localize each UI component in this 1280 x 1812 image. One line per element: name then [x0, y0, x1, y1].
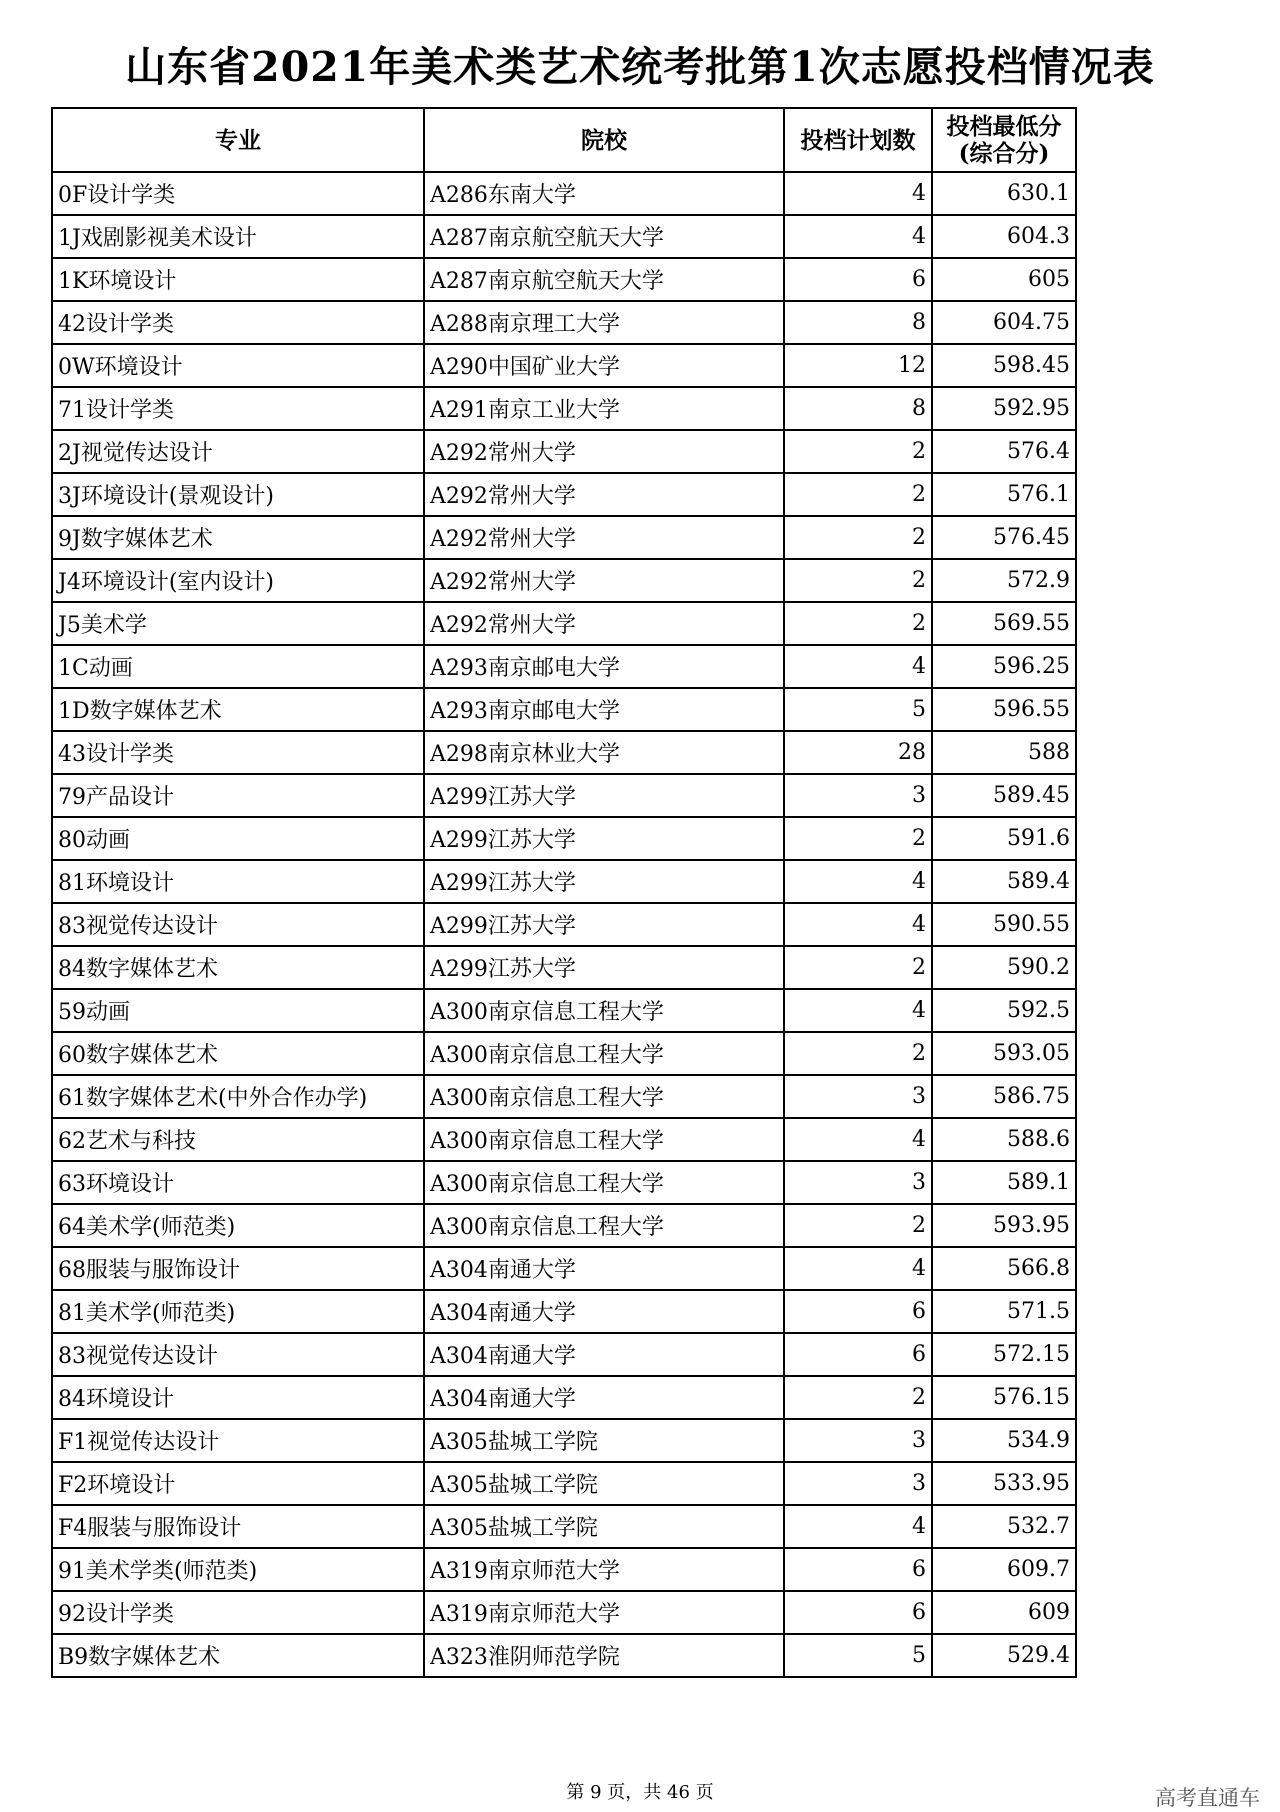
min-score-cell: 533.95	[932, 1462, 1076, 1505]
min-score-cell: 589.45	[932, 774, 1076, 817]
min-score-cell: 571.5	[932, 1290, 1076, 1333]
major-cell: F2环境设计	[52, 1462, 424, 1505]
major-cell: 83视觉传达设计	[52, 903, 424, 946]
major-cell: 42设计学类	[52, 301, 424, 344]
major-cell: 0F设计学类	[52, 172, 424, 215]
min-score-cell: 576.15	[932, 1376, 1076, 1419]
min-score-cell: 534.9	[932, 1419, 1076, 1462]
min-score-cell: 529.4	[932, 1634, 1076, 1677]
school-cell: A288南京理工大学	[424, 301, 784, 344]
school-cell: A304南通大学	[424, 1376, 784, 1419]
plan-count-cell: 2	[784, 1204, 932, 1247]
major-cell: 83视觉传达设计	[52, 1333, 424, 1376]
plan-count-cell: 2	[784, 430, 932, 473]
table-row	[52, 215, 1076, 258]
table-row	[52, 344, 1076, 387]
school-cell: A299江苏大学	[424, 774, 784, 817]
table-row	[52, 1591, 1076, 1634]
major-cell: 1D数字媒体艺术	[52, 688, 424, 731]
plan-count-cell: 4	[784, 645, 932, 688]
school-cell: A300南京信息工程大学	[424, 1075, 784, 1118]
plan-count-cell: 4	[784, 860, 932, 903]
table-row	[52, 1462, 1076, 1505]
school-cell: A305盐城工学院	[424, 1462, 784, 1505]
major-cell: 84环境设计	[52, 1376, 424, 1419]
table-row	[52, 602, 1076, 645]
major-cell: 62艺术与科技	[52, 1118, 424, 1161]
school-cell: A305盐城工学院	[424, 1505, 784, 1548]
school-cell: A292常州大学	[424, 602, 784, 645]
major-cell: 1K环境设计	[52, 258, 424, 301]
table-row	[52, 1075, 1076, 1118]
min-score-cell: 591.6	[932, 817, 1076, 860]
plan-count-cell: 8	[784, 301, 932, 344]
min-score-cell: 586.75	[932, 1075, 1076, 1118]
header-min-score: 投档最低分 (综合分)	[932, 108, 1076, 172]
school-cell: A298南京林业大学	[424, 731, 784, 774]
school-cell: A305盐城工学院	[424, 1419, 784, 1462]
school-cell: A319南京师范大学	[424, 1591, 784, 1634]
school-cell: A292常州大学	[424, 559, 784, 602]
min-score-cell: 593.05	[932, 1032, 1076, 1075]
table-row	[52, 1548, 1076, 1591]
plan-count-cell: 2	[784, 1376, 932, 1419]
header-major: 专业	[52, 108, 424, 172]
table-row	[52, 387, 1076, 430]
admission-table	[51, 107, 1077, 1678]
table-row	[52, 1419, 1076, 1462]
table-row	[52, 559, 1076, 602]
plan-count-cell: 4	[784, 1247, 932, 1290]
school-cell: A287南京航空航天大学	[424, 215, 784, 258]
major-cell: 9J数字媒体艺术	[52, 516, 424, 559]
major-cell: F4服装与服饰设计	[52, 1505, 424, 1548]
school-cell: A290中国矿业大学	[424, 344, 784, 387]
plan-count-cell: 6	[784, 1548, 932, 1591]
plan-count-cell: 2	[784, 946, 932, 989]
plan-count-cell: 3	[784, 774, 932, 817]
table-row	[52, 1290, 1076, 1333]
table-row	[52, 172, 1076, 215]
table-row	[52, 473, 1076, 516]
table-row	[52, 1634, 1076, 1677]
min-score-cell: 592.95	[932, 387, 1076, 430]
table-row	[52, 1376, 1076, 1419]
school-cell: A299江苏大学	[424, 903, 784, 946]
school-cell: A300南京信息工程大学	[424, 1032, 784, 1075]
plan-count-cell: 4	[784, 172, 932, 215]
plan-count-cell: 2	[784, 559, 932, 602]
school-cell: A293南京邮电大学	[424, 688, 784, 731]
min-score-cell: 572.9	[932, 559, 1076, 602]
major-cell: 68服装与服饰设计	[52, 1247, 424, 1290]
school-cell: A291南京工业大学	[424, 387, 784, 430]
table-row	[52, 301, 1076, 344]
plan-count-cell: 2	[784, 817, 932, 860]
table-row	[52, 1118, 1076, 1161]
school-cell: A319南京师范大学	[424, 1548, 784, 1591]
min-score-cell: 566.8	[932, 1247, 1076, 1290]
min-score-cell: 593.95	[932, 1204, 1076, 1247]
min-score-cell: 572.15	[932, 1333, 1076, 1376]
min-score-cell: 576.1	[932, 473, 1076, 516]
min-score-cell: 576.45	[932, 516, 1076, 559]
major-cell: B9数字媒体艺术	[52, 1634, 424, 1677]
table-row	[52, 1247, 1076, 1290]
school-cell: A323淮阴师范学院	[424, 1634, 784, 1677]
plan-count-cell: 5	[784, 688, 932, 731]
plan-count-cell: 6	[784, 1333, 932, 1376]
plan-count-cell: 28	[784, 731, 932, 774]
plan-count-cell: 8	[784, 387, 932, 430]
plan-count-cell: 4	[784, 989, 932, 1032]
table-row	[52, 1333, 1076, 1376]
major-cell: 63环境设计	[52, 1161, 424, 1204]
min-score-cell: 590.55	[932, 903, 1076, 946]
plan-count-cell: 2	[784, 473, 932, 516]
min-score-cell: 592.5	[932, 989, 1076, 1032]
table-header-row	[52, 108, 1076, 172]
table-row	[52, 731, 1076, 774]
major-cell: 3J环境设计(景观设计)	[52, 473, 424, 516]
min-score-cell: 598.45	[932, 344, 1076, 387]
school-cell: A300南京信息工程大学	[424, 1118, 784, 1161]
major-cell: 79产品设计	[52, 774, 424, 817]
min-score-cell: 604.75	[932, 301, 1076, 344]
table-row	[52, 1204, 1076, 1247]
table-row	[52, 903, 1076, 946]
major-cell: 64美术学(师范类)	[52, 1204, 424, 1247]
plan-count-cell: 4	[784, 903, 932, 946]
school-cell: A299江苏大学	[424, 860, 784, 903]
plan-count-cell: 4	[784, 215, 932, 258]
plan-count-cell: 3	[784, 1075, 932, 1118]
table-row	[52, 817, 1076, 860]
min-score-cell: 588.6	[932, 1118, 1076, 1161]
table-row	[52, 430, 1076, 473]
min-score-cell: 589.4	[932, 860, 1076, 903]
plan-count-cell: 2	[784, 516, 932, 559]
page-title: 山东省2021年美术类艺术统考批第1次志愿投档情况表	[125, 43, 1155, 91]
major-cell: 92设计学类	[52, 1591, 424, 1634]
table-row	[52, 1161, 1076, 1204]
school-cell: A299江苏大学	[424, 946, 784, 989]
min-score-cell: 596.25	[932, 645, 1076, 688]
major-cell: 81环境设计	[52, 860, 424, 903]
major-cell: J4环境设计(室内设计)	[52, 559, 424, 602]
major-cell: 61数字媒体艺术(中外合作办学)	[52, 1075, 424, 1118]
school-cell: A300南京信息工程大学	[424, 989, 784, 1032]
min-score-cell: 588	[932, 731, 1076, 774]
table-row	[52, 774, 1076, 817]
table-row	[52, 946, 1076, 989]
table-row	[52, 989, 1076, 1032]
table-row	[52, 645, 1076, 688]
table-row	[52, 516, 1076, 559]
header-plan-count: 投档计划数	[784, 108, 932, 172]
min-score-cell: 609	[932, 1591, 1076, 1634]
table-row	[52, 860, 1076, 903]
major-cell: 91美术学类(师范类)	[52, 1548, 424, 1591]
min-score-cell: 630.1	[932, 172, 1076, 215]
major-cell: J5美术学	[52, 602, 424, 645]
min-score-cell: 532.7	[932, 1505, 1076, 1548]
plan-count-cell: 2	[784, 1032, 932, 1075]
plan-count-cell: 6	[784, 1290, 932, 1333]
school-cell: A286东南大学	[424, 172, 784, 215]
watermark: 高考直通车	[1155, 1786, 1260, 1810]
min-score-cell: 596.55	[932, 688, 1076, 731]
table-row	[52, 1505, 1076, 1548]
plan-count-cell: 3	[784, 1462, 932, 1505]
major-cell: 84数字媒体艺术	[52, 946, 424, 989]
school-cell: A293南京邮电大学	[424, 645, 784, 688]
table-body	[52, 172, 1076, 1677]
plan-count-cell: 3	[784, 1419, 932, 1462]
header-school: 院校	[424, 108, 784, 172]
school-cell: A287南京航空航天大学	[424, 258, 784, 301]
plan-count-cell: 2	[784, 602, 932, 645]
min-score-cell: 609.7	[932, 1548, 1076, 1591]
min-score-cell: 605	[932, 258, 1076, 301]
plan-count-cell: 6	[784, 1591, 932, 1634]
min-score-cell: 604.3	[932, 215, 1076, 258]
school-cell: A304南通大学	[424, 1247, 784, 1290]
major-cell: 80动画	[52, 817, 424, 860]
major-cell: 71设计学类	[52, 387, 424, 430]
major-cell: 81美术学(师范类)	[52, 1290, 424, 1333]
plan-count-cell: 12	[784, 344, 932, 387]
school-cell: A304南通大学	[424, 1333, 784, 1376]
major-cell: 59动画	[52, 989, 424, 1032]
table-row	[52, 1032, 1076, 1075]
table-row	[52, 688, 1076, 731]
plan-count-cell: 4	[784, 1505, 932, 1548]
plan-count-cell: 5	[784, 1634, 932, 1677]
school-cell: A292常州大学	[424, 430, 784, 473]
major-cell: 2J视觉传达设计	[52, 430, 424, 473]
plan-count-cell: 6	[784, 258, 932, 301]
school-cell: A292常州大学	[424, 516, 784, 559]
table-row	[52, 258, 1076, 301]
page-footer: 第 9 页，共 46 页	[566, 1782, 714, 1803]
school-cell: A292常州大学	[424, 473, 784, 516]
school-cell: A299江苏大学	[424, 817, 784, 860]
plan-count-cell: 4	[784, 1118, 932, 1161]
min-score-cell: 589.1	[932, 1161, 1076, 1204]
major-cell: 43设计学类	[52, 731, 424, 774]
major-cell: F1视觉传达设计	[52, 1419, 424, 1462]
school-cell: A300南京信息工程大学	[424, 1161, 784, 1204]
min-score-cell: 590.2	[932, 946, 1076, 989]
major-cell: 1C动画	[52, 645, 424, 688]
major-cell: 1J戏剧影视美术设计	[52, 215, 424, 258]
school-cell: A300南京信息工程大学	[424, 1204, 784, 1247]
major-cell: 0W环境设计	[52, 344, 424, 387]
major-cell: 60数字媒体艺术	[52, 1032, 424, 1075]
plan-count-cell: 3	[784, 1161, 932, 1204]
min-score-cell: 569.55	[932, 602, 1076, 645]
min-score-cell: 576.4	[932, 430, 1076, 473]
school-cell: A304南通大学	[424, 1290, 784, 1333]
